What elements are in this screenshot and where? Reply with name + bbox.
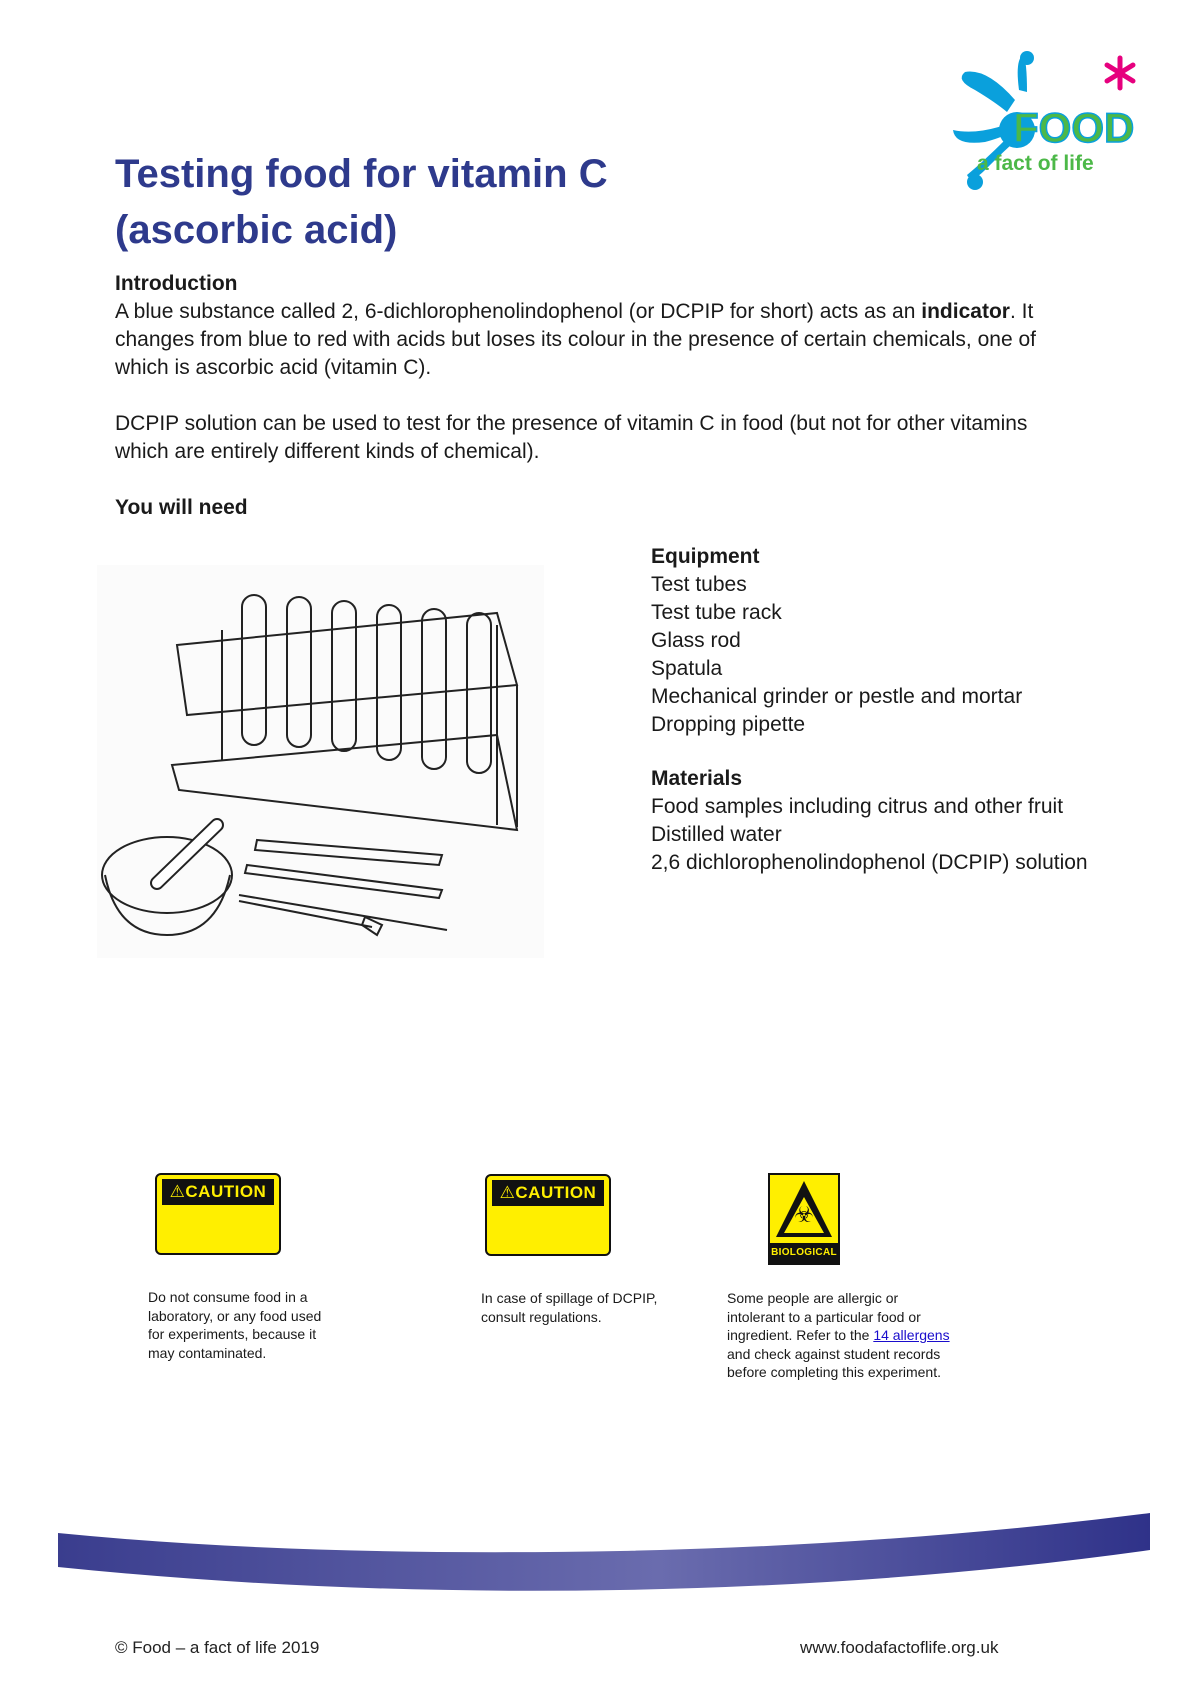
introduction-section [115,270,1075,382]
lab-equipment-illustration [97,565,544,958]
biological-label: BIOLOGICAL [770,1243,838,1263]
list-item: Dropping pipette [651,713,806,736]
introduction-text [115,298,1075,382]
title-line-2: (ascorbic acid) [115,208,398,252]
caution-band [162,1179,274,1205]
materials-section [651,765,1111,877]
list-item: Test tubes [651,573,747,596]
footer-copyright: © Food – a fact of life 2019 [115,1638,320,1657]
equipment-heading: Equipment [651,545,760,568]
allergens-link[interactable]: 14 allergens [873,1327,950,1343]
list-item: Food samples including citrus and other fruit [651,795,1064,818]
footer-wave [0,1505,1200,1600]
allergy-text-part: and check against student records before completing this experiment. [727,1345,941,1380]
logo-tagline: a fact of life [977,152,1094,175]
you-will-need-heading: You will need [115,496,248,519]
caution-sign-1 [155,1173,281,1255]
test-tube-rack-icon [97,565,544,958]
list-item: Spatula [651,657,723,680]
list-item: Test tube rack [651,601,782,624]
splash-icon [945,50,1145,200]
equipment-section [651,543,1111,739]
warning-triangle-icon: ⚠ [169,1182,186,1201]
dcpip-paragraph: DCPIP solution can be used to test for the presence of vitamin C in food (but not for other vitamins which are entirely different kinds of chemical). [115,412,1028,463]
biohazard-sign [768,1173,840,1265]
caution-band [492,1180,604,1206]
list-item: Glass rod [651,629,741,652]
warning-text-consume: Do not consume food in a laboratory, or any food used for experiments, because it may contaminated. [148,1289,322,1361]
materials-heading: Materials [651,767,743,790]
warning-triangle-icon: ⚠ [499,1183,516,1202]
list-item: 2,6 dichlorophenolindophenol (DCPIP) solution [651,851,1088,874]
intro-text-part: . It changes from blue to red with acids but loses its colour in the presence of certain chemicals, one of which is ascorbic acid (vitamin C). [115,300,1036,379]
wave-decoration-icon [0,1505,1200,1600]
footer-url-link[interactable]: www.foodafactoflife.org.uk [800,1638,999,1657]
indicator-term: indicator [921,300,1010,323]
materials-list [651,793,1111,877]
warning-text-allergy [727,1289,959,1382]
introduction-heading: Introduction [115,272,238,295]
caution-sign-2 [485,1174,611,1256]
caution-label: CAUTION [185,1182,267,1201]
intro-text-part: A blue substance called 2, 6-dichlorophenolindophenol (or DCPIP for short) acts as an [115,300,922,323]
list-item: Distilled water [651,823,782,846]
title-line-1: Testing food for vitamin C [115,152,608,196]
allergy-text-part: Some people are allergic or intolerant to a particular food or ingredient. Refer to the [727,1290,921,1343]
equipment-list [651,571,1111,739]
food-logo [945,50,1145,200]
caution-label: CAUTION [515,1183,597,1202]
biohazard-icon: ☣ [794,1202,814,1227]
logo-word: FOOD [1013,104,1135,151]
page-title [115,146,608,258]
list-item: Mechanical grinder or pestle and mortar [651,685,1023,708]
warning-text-spillage: In case of spillage of DCPIP, consult regulations. [481,1290,658,1325]
